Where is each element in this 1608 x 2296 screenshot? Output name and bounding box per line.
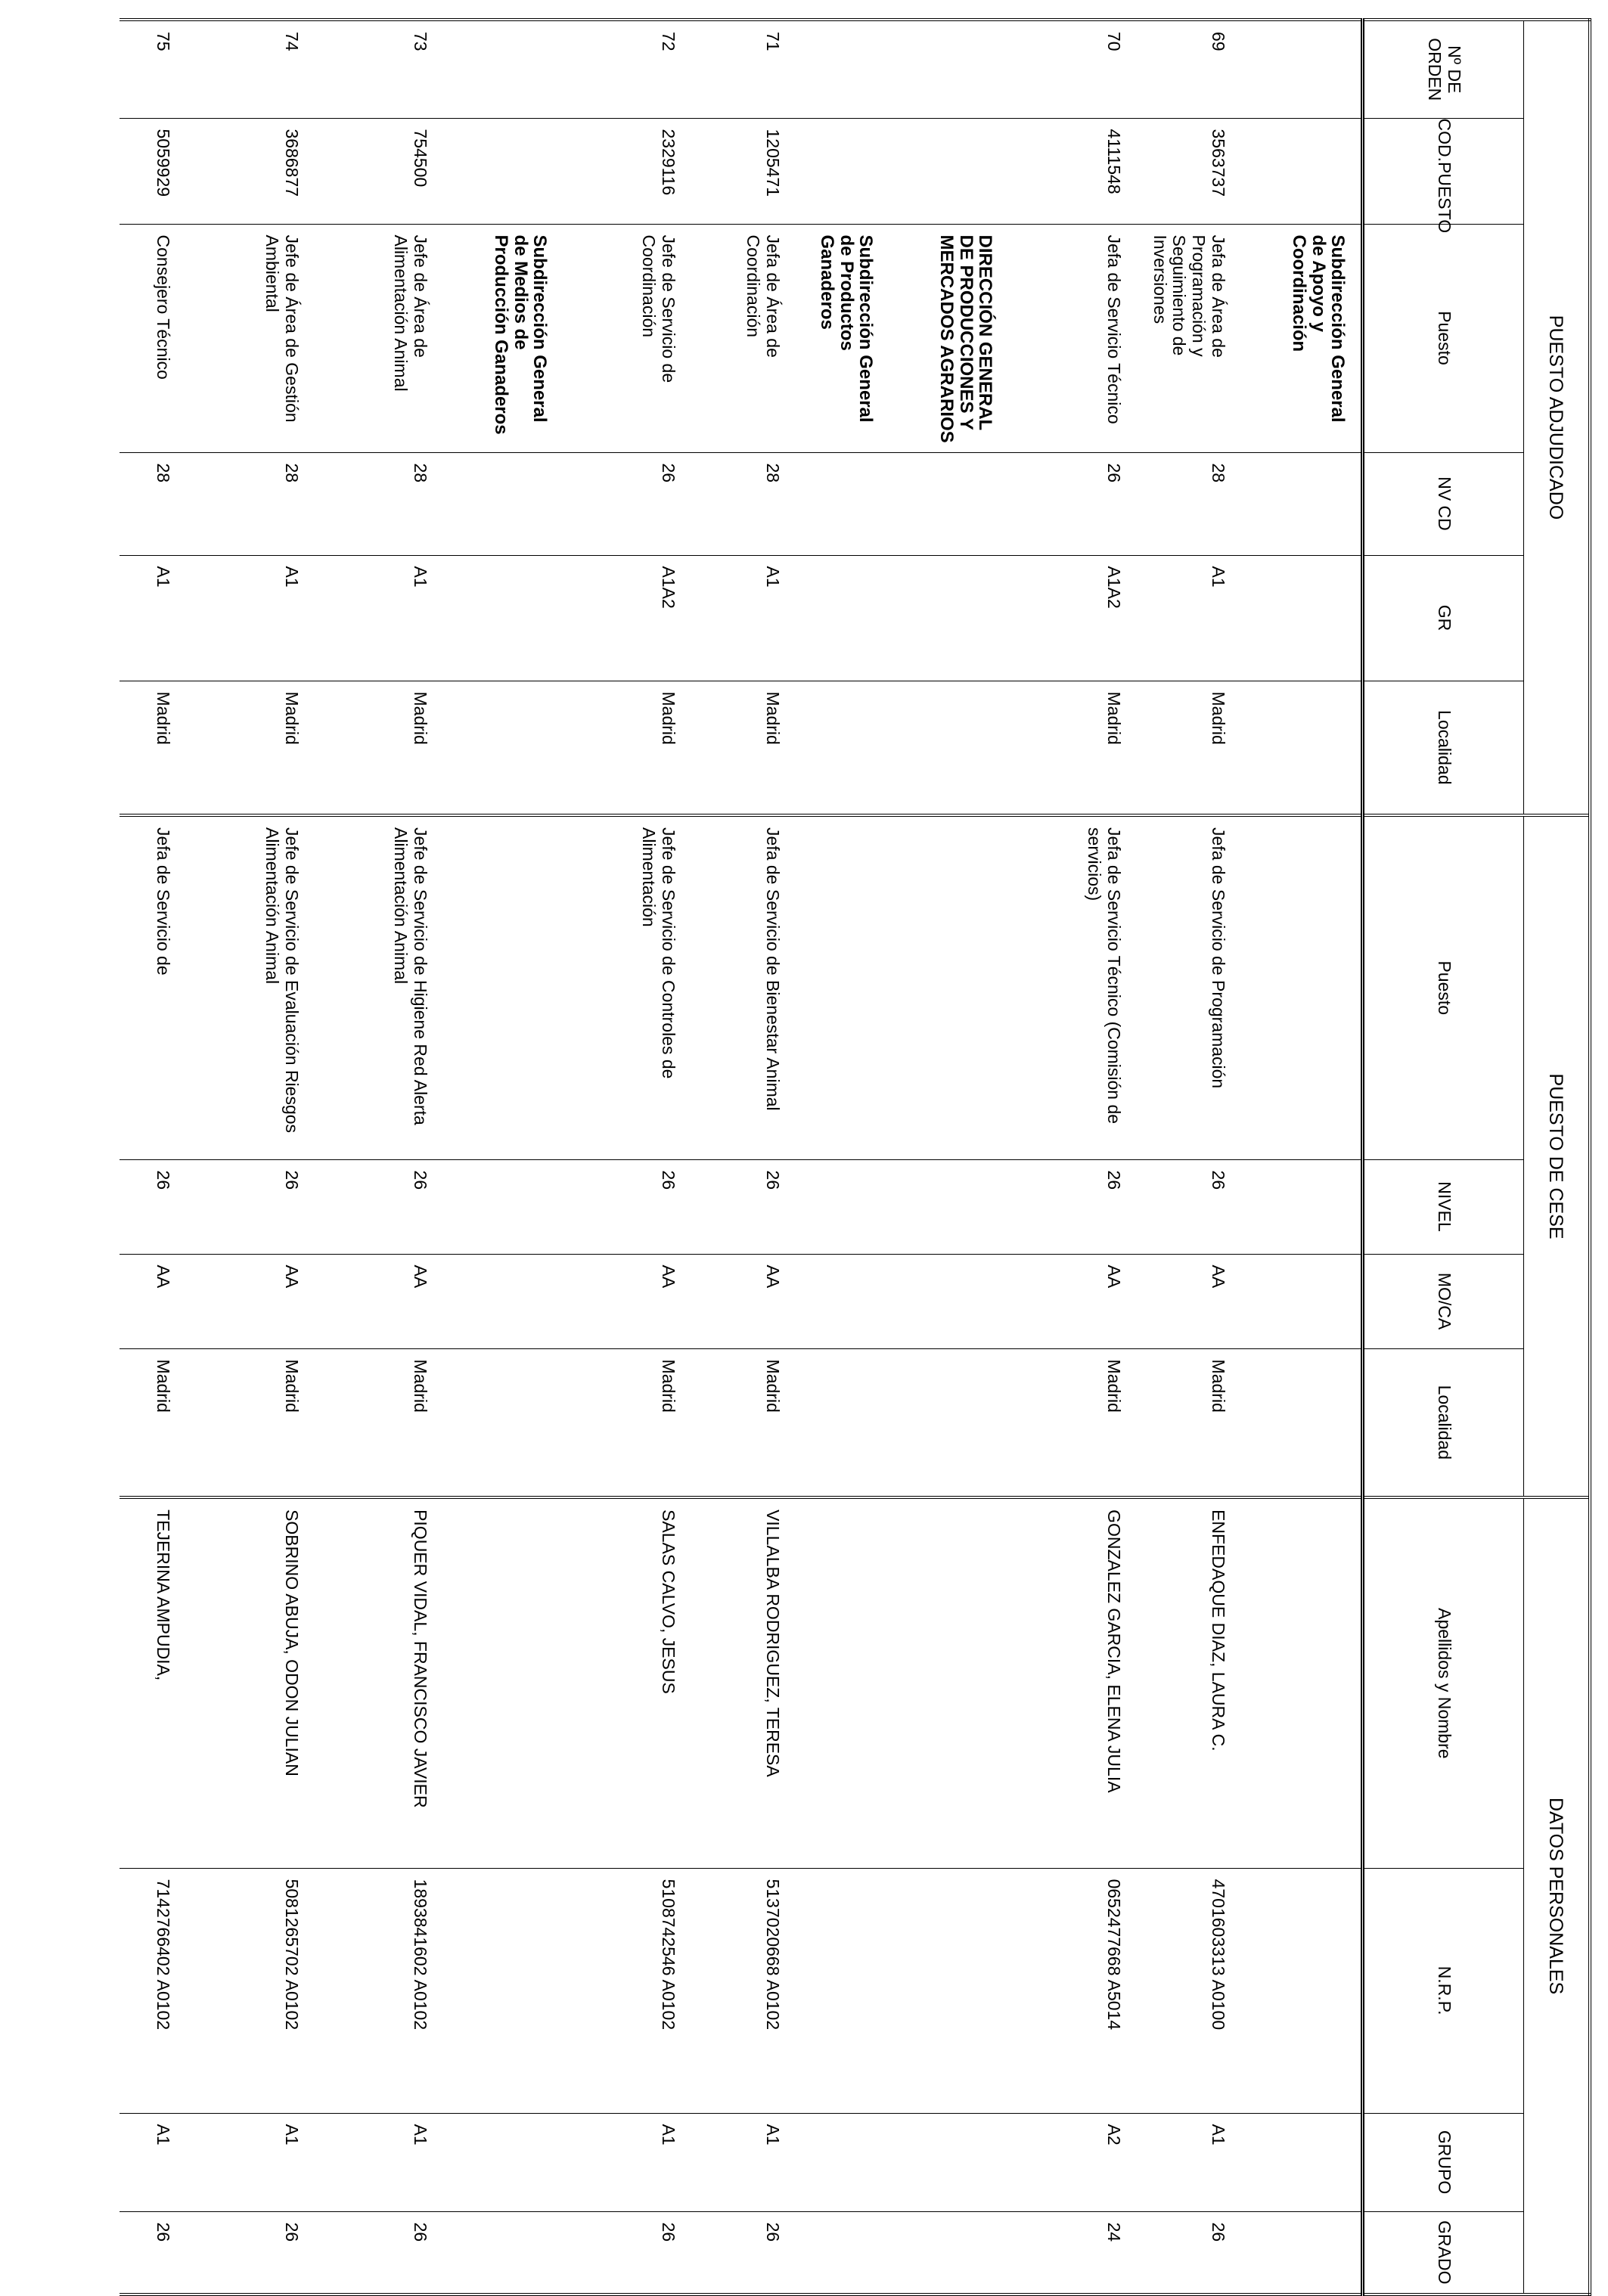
puesto-cell: Jefa de Área de Programación y Seguimiento de Inversiones [1137,224,1241,452]
nivel-cell: 26 [691,1159,796,1254]
grado-cell: 26 [186,2211,315,2294]
nvcd-cell: 28 [315,452,443,555]
cese-localidad-cell: Madrid [315,1348,443,1497]
localidad-cell: Madrid [120,681,186,815]
moca-cell: AA [186,1254,315,1348]
nombre-cell: SOBRINO ABUJA, ODON JULIAN [186,1497,315,1868]
col-cod-puesto: COD.PUESTO [1363,118,1524,224]
col-cese-puesto: Puesto [1363,815,1524,1159]
table-row [315,20,443,2294]
gr-cell: A1 [315,555,443,681]
nrp-cell: 1893841602 A0102 [315,1868,443,2113]
section-row [889,20,1008,2294]
nombre-cell: PIQUER VIDAL, FRANCISCO JAVIER [315,1497,443,1868]
nvcd-cell: 26 [1008,452,1137,555]
nombre-cell: TEJERINA AMPUDIA, [120,1497,186,1868]
localidad-cell: Madrid [1137,681,1241,815]
adjudication-table [120,18,1591,2296]
orden-cell: 71 [691,20,796,118]
orden-cell: 72 [563,20,691,118]
gr-cell: A1A2 [1008,555,1137,681]
section-title: DIRECCIÓN GENERAL DE PRODUCCIONES Y MERCADOS AGRARIOS [889,224,1008,452]
grado-cell: 26 [691,2211,796,2294]
table-row [120,20,186,2294]
section-title: Subdirección General de Productos Ganaderos [796,224,889,452]
cese-puesto-cell: Jefa de Servicio de Bienestar Animal [691,815,796,1159]
grupo-cell: A2 [1008,2113,1137,2211]
nrp-cell: 0652477668 A5014 [1008,1868,1137,2113]
col-gr: GR [1363,555,1524,681]
table-row [1008,20,1137,2294]
nvcd-cell: 26 [563,452,691,555]
cese-puesto-cell: Jefe de Servicio de Controles de Alimentación [563,815,691,1159]
table-row [691,20,796,2294]
col-nrp: N.R.P. [1363,1868,1524,2113]
gr-cell: A1 [691,555,796,681]
grupo-cell: A1 [186,2113,315,2211]
orden-cell: 70 [1008,20,1137,118]
grado-cell: 26 [120,2211,186,2294]
col-apellidos-nombre: Apellidos y Nombre [1363,1497,1524,1868]
puesto-cell: Jefa de Área de Coordinación [691,224,796,452]
puesto-cell: Jefe de Área de Gestión Ambiental [186,224,315,452]
puesto-cell: Jefe de Servicio de Coordinación [563,224,691,452]
section-row [1241,20,1363,2294]
localidad-cell: Madrid [1008,681,1137,815]
nivel-cell: 26 [315,1159,443,1254]
col-nv-cd: NV CD [1363,452,1524,555]
col-grado: GRADO [1363,2211,1524,2294]
localidad-cell: Madrid [563,681,691,815]
gr-cell: A1 [1137,555,1241,681]
puesto-cell: Jefa de Servicio Técnico [1008,224,1137,452]
nivel-cell: 26 [120,1159,186,1254]
nvcd-cell: 28 [186,452,315,555]
localidad-cell: Madrid [315,681,443,815]
section-row [796,20,889,2294]
cod-puesto-cell: 1205471 [691,118,796,224]
section-title: Subdirección General de Medios de Producción Ganaderos [443,224,563,452]
moca-cell: AA [120,1254,186,1348]
cod-puesto-cell: 2329116 [563,118,691,224]
col-cese-localidad: Localidad [1363,1348,1524,1497]
moca-cell: AA [563,1254,691,1348]
moca-cell: AA [1008,1254,1137,1348]
cod-puesto-cell: 754500 [315,118,443,224]
cese-localidad-cell: Madrid [1137,1348,1241,1497]
cod-puesto-cell: 4111548 [1008,118,1137,224]
nvcd-cell: 28 [691,452,796,555]
group-puesto-adjudicado: PUESTO ADJUDICADO [1524,20,1591,815]
group-datos-personales: DATOS PERSONALES [1524,1497,1591,2294]
nrp-cell: 4701603313 A0100 [1137,1868,1241,2113]
cese-puesto-cell: Jefa de Servicio de Programación [1137,815,1241,1159]
orden-cell: 69 [1137,20,1241,118]
grado-cell: 26 [315,2211,443,2294]
gr-cell: A1 [120,555,186,681]
orden-cell: 73 [315,20,443,118]
cod-puesto-cell: 5059929 [120,118,186,224]
grado-cell: 26 [563,2211,691,2294]
nombre-cell: SALAS CALVO, JESUS [563,1497,691,1868]
puesto-cell: Consejero Técnico [120,224,186,452]
cese-localidad-cell: Madrid [563,1348,691,1497]
grupo-cell: A1 [315,2113,443,2211]
cese-puesto-cell: Jefe de Servicio de Evaluación Riesgos Alimentación Animal [186,815,315,1159]
cese-puesto-cell: Jefa de Servicio de [120,815,186,1159]
col-grupo: GRUPO [1363,2113,1524,2211]
cese-puesto-cell: Jefe de Servicio de Higiene Red Alerta Alimentación Animal [315,815,443,1159]
grado-cell: 24 [1008,2211,1137,2294]
localidad-cell: Madrid [691,681,796,815]
cese-localidad-cell: Madrid [120,1348,186,1497]
moca-cell: AA [691,1254,796,1348]
grupo-cell: A1 [691,2113,796,2211]
cese-localidad-cell: Madrid [691,1348,796,1497]
group-puesto-cese: PUESTO DE CESE [1524,815,1591,1497]
moca-cell: AA [315,1254,443,1348]
nvcd-cell: 28 [120,452,186,555]
nivel-cell: 26 [563,1159,691,1254]
nivel-cell: 26 [1008,1159,1137,1254]
orden-cell: 74 [186,20,315,118]
nivel-cell: 26 [186,1159,315,1254]
table-row [1137,20,1241,2294]
cese-puesto-cell: Jefa de Servicio Técnico (Comisión de servicios) [1008,815,1137,1159]
nvcd-cell: 28 [1137,452,1241,555]
nrp-cell: 7142766402 A0102 [120,1868,186,2113]
cod-puesto-cell: 3563737 [1137,118,1241,224]
grado-cell: 26 [1137,2211,1241,2294]
col-localidad: Localidad [1363,681,1524,815]
col-nivel: NIVEL [1363,1159,1524,1254]
nombre-cell: VILLALBA RODRIGUEZ, TERESA [691,1497,796,1868]
col-puesto: Puesto [1363,224,1524,452]
col-mo-ca: MO/CA [1363,1254,1524,1348]
gr-cell: A1 [186,555,315,681]
nrp-cell: 5081265702 A0102 [186,1868,315,2113]
nrp-cell: 5137020668 A0102 [691,1868,796,2113]
grupo-cell: A1 [1137,2113,1241,2211]
puesto-cell: Jefe de Área de Alimentación Animal [315,224,443,452]
grupo-cell: A1 [563,2113,691,2211]
gr-cell: A1A2 [563,555,691,681]
nivel-cell: 26 [1137,1159,1241,1254]
nombre-cell: ENFEDAQUE DIAZ, LAURA C. [1137,1497,1241,1868]
nrp-cell: 5108742546 A0102 [563,1868,691,2113]
orden-cell: 75 [120,20,186,118]
table-row [186,20,315,2294]
moca-cell: AA [1137,1254,1241,1348]
cod-puesto-cell: 3686877 [186,118,315,224]
localidad-cell: Madrid [186,681,315,815]
col-orden: Nº DE ORDEN [1363,20,1524,118]
section-title: Subdirección General de Apoyo y Coordinación [1241,224,1363,452]
cese-localidad-cell: Madrid [1008,1348,1137,1497]
nombre-cell: GONZALEZ GARCIA, ELENA JULIA [1008,1497,1137,1868]
table-row [563,20,691,2294]
cese-localidad-cell: Madrid [186,1348,315,1497]
section-row [443,20,563,2294]
grupo-cell: A1 [120,2113,186,2211]
